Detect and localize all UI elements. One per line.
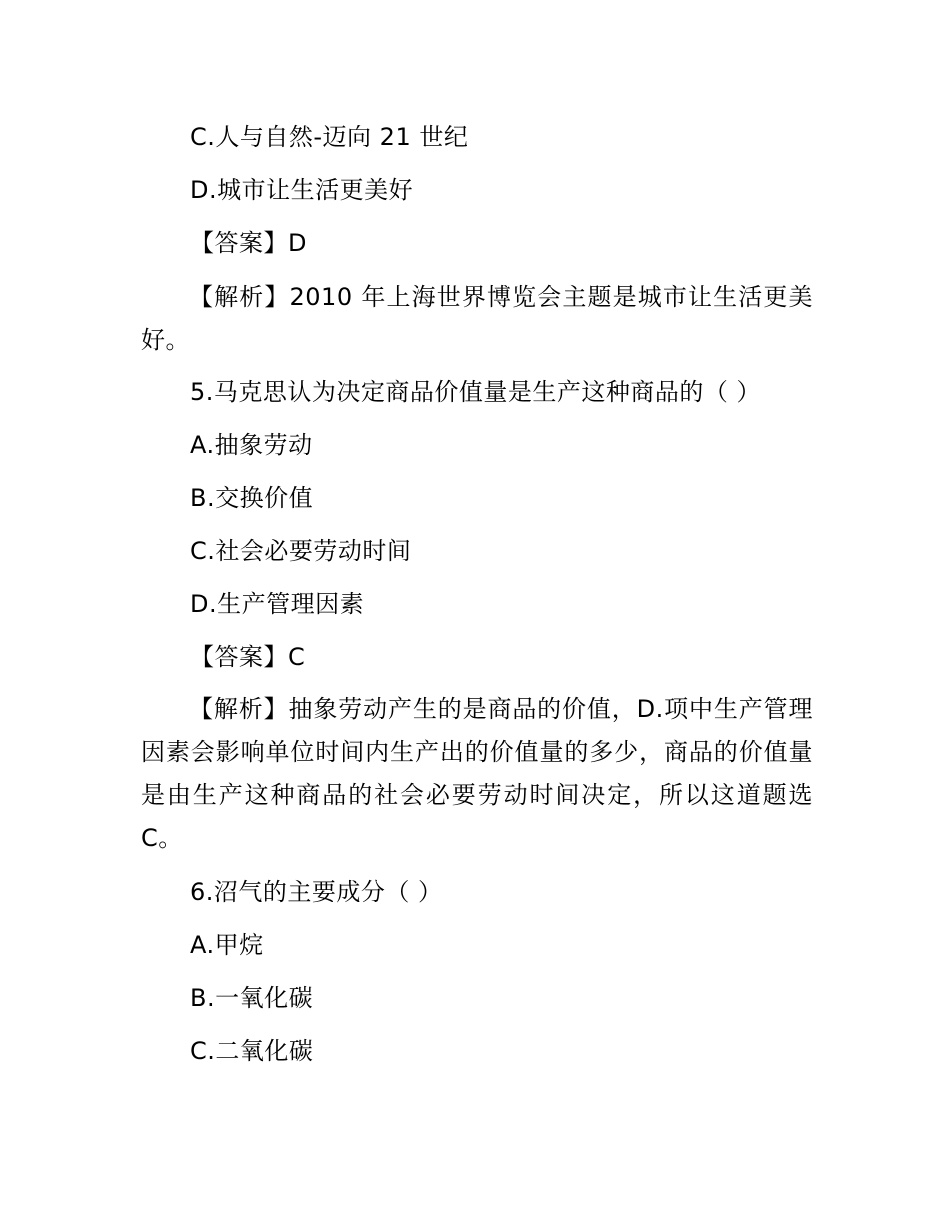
q5-analysis: 【解析】抽象劳动产生的是商品的价值，D.项中生产管理因素会影响单位时间内生产出的价值量的多少，商品的价值量是由生产这种商品的社会必要劳动时间决定，所以这道题选C。	[141, 695, 813, 852]
q6-option-c: C.二氧化碳	[190, 1037, 314, 1065]
q5-option-b: B.交换价值	[190, 484, 314, 512]
question-6: 6.沼气的主要成分（ ）	[190, 878, 443, 906]
q5-option-a: A.抽象劳动	[190, 431, 313, 459]
q5-answer: 【答案】C	[190, 643, 306, 671]
q6-option-a: A.甲烷	[190, 931, 264, 959]
q5-option-c: C.社会必要劳动时间	[190, 537, 412, 565]
question-5: 5.马克思认为决定商品价值量是生产这种商品的（ ）	[190, 378, 762, 406]
q6-option-b: B.一氧化碳	[190, 984, 314, 1012]
answer-prev: 【答案】D	[190, 229, 307, 257]
analysis-prev: 【解析】2010 年上海世界博览会主题是城市让生活更美好。	[141, 283, 813, 354]
q5-option-d: D.生产管理因素	[190, 590, 365, 618]
option-d-prev: D.城市让生活更美好	[190, 176, 414, 204]
option-c-prev: C.人与自然-迈向 21 世纪	[190, 123, 469, 151]
